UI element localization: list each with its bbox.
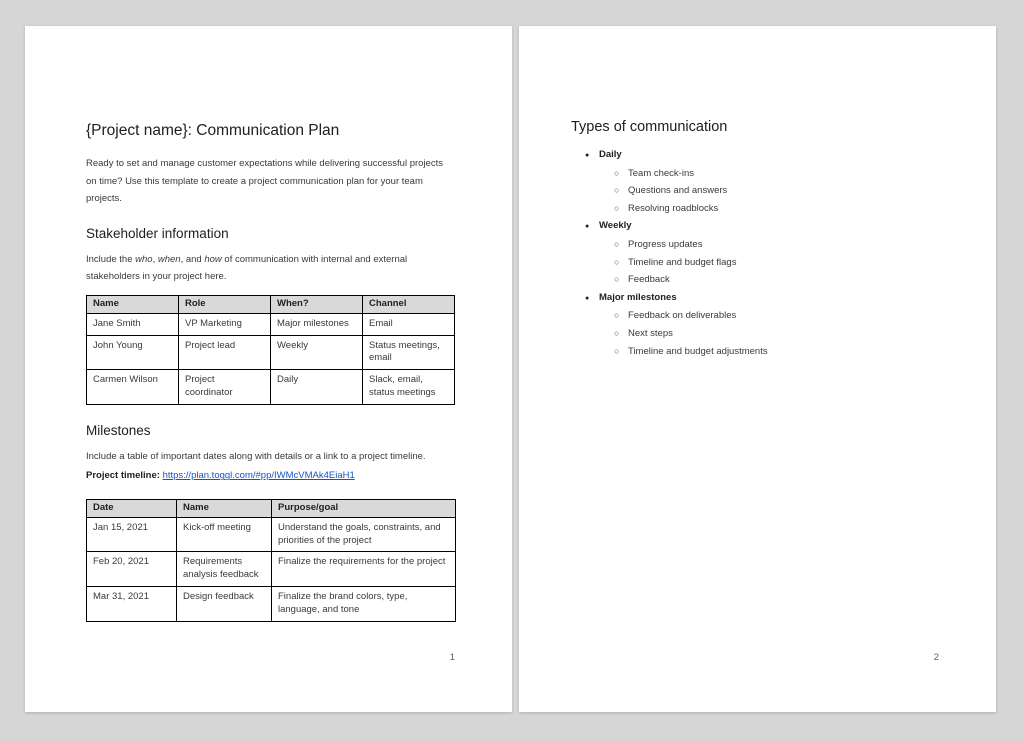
list-item-label: Resolving roadblocks bbox=[628, 202, 719, 214]
table-cell: Jane Smith bbox=[87, 313, 179, 335]
list-item bbox=[571, 217, 946, 236]
desc-text: of communication with internal and external stakeholders in your project here. bbox=[86, 253, 408, 283]
table-row bbox=[87, 586, 456, 621]
table-cell: Feb 20, 2021 bbox=[87, 552, 177, 587]
table-header-cell: Name bbox=[87, 295, 179, 313]
list-item-label: Timeline and budget adjustments bbox=[628, 345, 768, 357]
table-row bbox=[87, 552, 456, 587]
table-cell: VP Marketing bbox=[179, 313, 271, 335]
page-1 bbox=[25, 26, 512, 712]
table-header-cell: Name bbox=[177, 499, 272, 517]
page-number: 1 bbox=[449, 652, 455, 663]
table-cell: Mar 31, 2021 bbox=[87, 586, 177, 621]
circle-bullet-icon: ○ bbox=[614, 185, 620, 196]
list-item-label: Team check-ins bbox=[628, 167, 694, 179]
table-cell: Project lead bbox=[179, 335, 271, 370]
table-cell: Finalize the requirements for the project bbox=[272, 552, 456, 587]
page-2 bbox=[519, 26, 996, 712]
list-item-label: Daily bbox=[599, 149, 622, 160]
list-item bbox=[571, 165, 946, 183]
table-cell: Kick-off meeting bbox=[177, 517, 272, 552]
circle-bullet-icon: ○ bbox=[614, 274, 620, 285]
circle-bullet-icon: ○ bbox=[614, 345, 620, 356]
table-cell: Project coordinator bbox=[179, 370, 271, 405]
table-cell: Jan 15, 2021 bbox=[87, 517, 177, 552]
table-cell: Finalize the brand colors, type, language, and tone bbox=[272, 586, 456, 621]
table-row bbox=[87, 370, 455, 405]
list-item bbox=[571, 307, 946, 325]
stakeholder-heading: Stakeholder information bbox=[86, 225, 229, 241]
list-item-label: Feedback on deliverables bbox=[628, 310, 737, 322]
table-row bbox=[87, 517, 456, 552]
list-item bbox=[571, 289, 946, 308]
table-cell: Design feedback bbox=[177, 586, 272, 621]
list-item bbox=[571, 146, 946, 165]
table-cell: Status meetings, email bbox=[363, 335, 455, 370]
emphasis-how: how bbox=[204, 253, 222, 265]
disc-bullet-icon: ● bbox=[585, 152, 590, 159]
list-item-label: Next steps bbox=[628, 327, 673, 339]
circle-bullet-icon: ○ bbox=[614, 202, 620, 213]
table-header-cell: When? bbox=[271, 295, 363, 313]
list-item bbox=[571, 254, 946, 272]
list-item-label: Feedback bbox=[628, 274, 670, 286]
list-item-label: Questions and answers bbox=[628, 185, 728, 197]
list-item bbox=[571, 182, 946, 200]
list-item bbox=[571, 236, 946, 254]
communication-types-list bbox=[571, 146, 946, 360]
milestones-table bbox=[86, 499, 456, 622]
document-title: {Project name}: Communication Plan bbox=[86, 122, 340, 139]
intro-paragraph: Ready to set and manage customer expectations while delivering successful projects on time? Use this template to create a project communication plan for your team projects. bbox=[86, 158, 443, 205]
stakeholder-table bbox=[86, 295, 455, 405]
desc-text: , bbox=[152, 253, 158, 265]
timeline-label: Project timeline: bbox=[86, 470, 160, 482]
list-item-label: Progress updates bbox=[628, 238, 703, 250]
circle-bullet-icon: ○ bbox=[614, 256, 620, 267]
emphasis-who: who bbox=[135, 253, 153, 265]
list-item-label: Timeline and budget flags bbox=[628, 256, 737, 268]
list-item-label: Weekly bbox=[599, 220, 632, 232]
stakeholder-description bbox=[86, 251, 455, 286]
milestones-description: Include a table of important dates along with details or a link to a project timeline. bbox=[86, 450, 426, 462]
desc-text: , and bbox=[180, 253, 205, 265]
list-item-label: Major milestones bbox=[599, 291, 677, 303]
table-cell: Weekly bbox=[271, 335, 363, 370]
table-header-cell: Date bbox=[87, 499, 177, 517]
desc-text: Include the bbox=[86, 253, 136, 265]
table-cell: Carmen Wilson bbox=[87, 370, 179, 405]
list-item bbox=[571, 271, 946, 289]
table-cell: Slack, email, status meetings bbox=[363, 370, 455, 405]
circle-bullet-icon: ○ bbox=[614, 327, 620, 338]
disc-bullet-icon: ● bbox=[585, 294, 590, 302]
table-header-cell: Purpose/goal bbox=[272, 499, 456, 517]
page-number: 2 bbox=[933, 652, 939, 663]
types-of-communication-heading: Types of communication bbox=[571, 119, 728, 135]
list-item bbox=[571, 343, 946, 361]
table-header-row bbox=[87, 499, 456, 517]
table-header-row bbox=[87, 295, 455, 313]
table-row bbox=[87, 335, 455, 370]
disc-bullet-icon: ● bbox=[585, 223, 590, 231]
table-cell: Understand the goals, constraints, and priorities of the project bbox=[272, 517, 456, 552]
table-row bbox=[87, 313, 455, 335]
table-cell: John Young bbox=[87, 335, 179, 370]
timeline-line bbox=[86, 467, 455, 485]
list-item bbox=[571, 200, 946, 218]
circle-bullet-icon: ○ bbox=[614, 167, 620, 178]
emphasis-when: when bbox=[157, 253, 181, 265]
project-timeline-link[interactable]: https://plan.toggl.com/#pp/IWMcVMAk4EiaH1 bbox=[162, 470, 355, 482]
table-cell: Major milestones bbox=[271, 313, 363, 335]
table-header-cell: Role bbox=[179, 295, 271, 313]
table-header-cell: Channel bbox=[363, 295, 455, 313]
table-cell: Daily bbox=[271, 370, 363, 405]
list-item bbox=[571, 325, 946, 343]
circle-bullet-icon: ○ bbox=[614, 310, 620, 321]
table-cell: Requirements analysis feedback bbox=[177, 552, 272, 587]
milestones-heading: Milestones bbox=[86, 422, 151, 438]
table-cell: Email bbox=[363, 313, 455, 335]
circle-bullet-icon: ○ bbox=[614, 238, 620, 249]
